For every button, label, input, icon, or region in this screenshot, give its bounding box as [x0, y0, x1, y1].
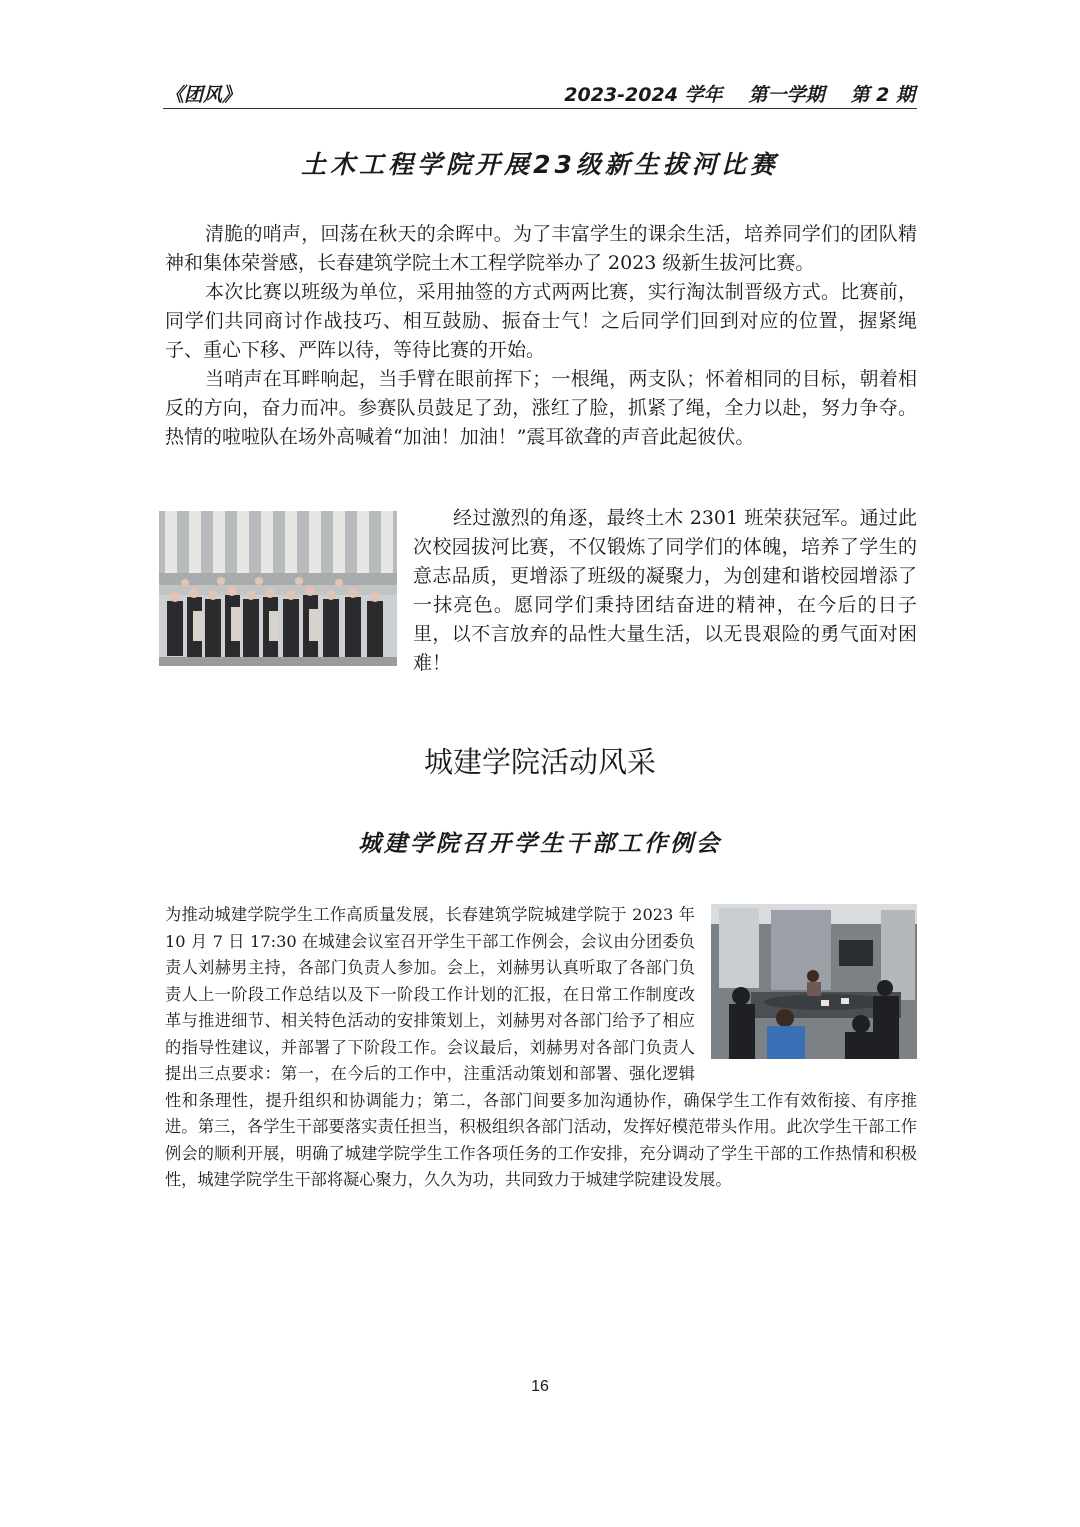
article1-body	[165, 220, 917, 452]
group-photo-illustration	[159, 511, 397, 666]
academic-year: 2023-2024 学年	[564, 84, 723, 106]
meeting-photo	[711, 904, 917, 1059]
term: 第一学期	[748, 84, 825, 106]
journal-name: 《团风》	[165, 84, 242, 106]
article1-paragraph-3: 当哨声在耳畔响起，当手臂在眼前挥下；一根绳，两支队；怀着相同的目标，朝着相反的方向，奋力而冲。参赛队员鼓足了劲，涨红了脸，抓紧了绳，全力以赴，努力争夺。热情的啦啦队在场外高喊着“加油！加油！”震耳欲聋的声音此起彼伏。	[165, 368, 917, 448]
section-title: 城建学院活动风采	[423, 745, 656, 779]
meeting-photo-illustration	[711, 904, 917, 1059]
page-number: 16	[531, 1378, 549, 1395]
issue-info	[564, 80, 915, 107]
article1-closing: 经过激烈的角逐，最终土木 2301 班荣获冠军。通过此次校园拔河比赛，不仅锻炼了同学们的体魄，培养了学生的意志品质，更增添了班级的凝聚力，为创建和谐校园增添了一抹亮色。愿同学们秉持团结奋进的精神，在今后的日子里，以不言放弃的品性大量生活，以无畏艰险的勇气面对困难！	[413, 507, 917, 674]
article2-title: 城建学院召开学生干部工作例会	[358, 831, 722, 857]
issue-number: 第 2 期	[850, 84, 915, 106]
tug-of-war-group-photo	[159, 511, 397, 666]
article1-paragraph-1: 清脆的哨声，回荡在秋天的余晖中。为了丰富学生的课余生活，培养同学们的团队精神和集体荣誉感，长春建筑学院土木工程学院举办了 2023 级新生拔河比赛。	[165, 223, 917, 274]
article1-title: 土木工程学院开展23级新生拔河比赛	[301, 150, 779, 179]
article2-text: 为推动城建学院学生工作高质量发展，长春建筑学院城建学院于 2023 年 10 月 7 日 17:30 在城建会议室召开学生干部工作例会，会议由分团委负责人刘赫男主持，各部门负责人参加。会上，刘赫男认真听取了各部门负责人上一阶段工作总结以及下一阶段工作计划的汇报，在日常工作制度改革与推进细节、相关特色活动的安排策划上，刘赫男对各部门给予了相应的指导性建议，并部署了下阶段工作。会议最后，刘赫男对各部门负责人提出三点要求：第一，在今后的工作中，注重活动策划和部署、强化逻辑性和条理性，提升组织和协调能力；第二，各部门间要多加沟通协作，确保学生工作有效衔接、有序推进。第三，各学生干部要落实责任担当，积极组织各部门活动，发挥好模范带头作用。此次学生干部工作例会的顺利开展，明确了城建学院学生工作各项任务的工作安排，充分调动了学生干部的工作热情和积极性，城建学院学生干部将凝心聚力，久久为功，共同致力于城建学院建设发展。	[165, 905, 917, 1189]
page-header	[163, 78, 917, 109]
article1-paragraph-2: 本次比赛以班级为单位，采用抽签的方式两两比赛，实行淘汰制晋级方式。比赛前，同学们共同商讨作战技巧、相互鼓励、振奋士气！之后同学们回到对应的位置，握紧绳子、重心下移、严阵以待，等待比赛的开始。	[165, 281, 917, 361]
article2-body	[165, 902, 917, 1194]
